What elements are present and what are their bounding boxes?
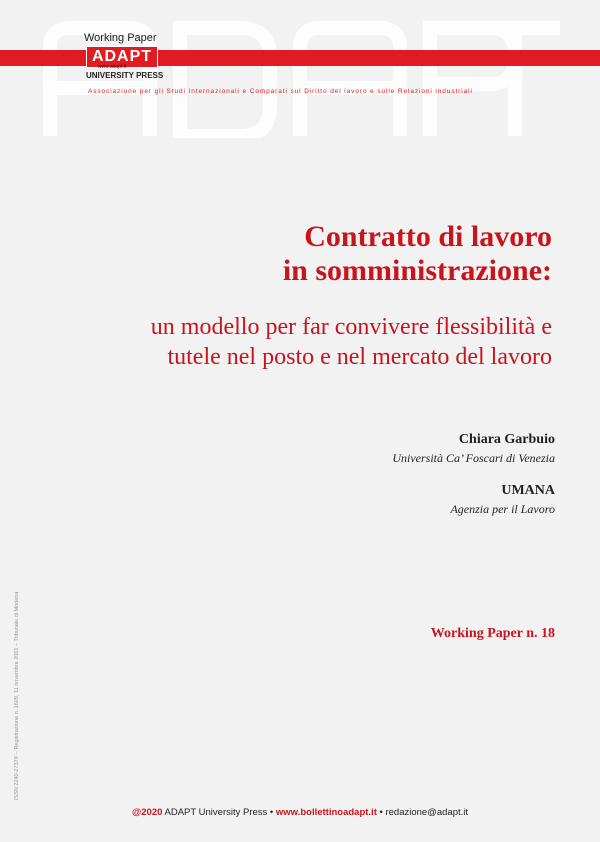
document-title — [283, 220, 552, 288]
footer-separator-2: • — [379, 807, 383, 818]
author-block — [392, 432, 555, 466]
footer — [0, 807, 600, 818]
title-line-2: in somministrazione: — [282, 254, 552, 287]
footer-copyright: @2020 — [131, 807, 163, 818]
subtitle-line-2: tutele nel posto e nel mercato del lavoro — [167, 344, 552, 370]
paper-number: Working Paper n. 18 — [430, 626, 555, 641]
footer-separator-1: • — [269, 807, 274, 818]
subtitle-line-1: un modello per far convivere flessibilità e — [150, 314, 552, 340]
footer-website-link[interactable]: www.bollettinoadapt.it — [275, 807, 377, 818]
organization-block — [450, 483, 555, 517]
logo-url: www.adapt.it — [98, 64, 127, 70]
organization-name: UMANA — [501, 483, 555, 498]
document-subtitle — [52, 312, 552, 372]
author-affiliation: Università Ca’ Foscari di Venezia — [392, 451, 555, 465]
adapt-logo: ADAPT — [86, 46, 158, 68]
issn-registration: ISSN 2240-2737X – Registrazione n. 1609, 11 novembre 2001 – Tribunale di Modena — [14, 591, 20, 800]
footer-email-link[interactable]: redazione@adapt.it — [385, 807, 469, 818]
organization-affiliation: Agenzia per il Lavoro — [450, 502, 555, 516]
footer-publisher: ADAPT University Press — [164, 807, 268, 818]
title-line-1: Contratto di lavoro — [304, 220, 552, 253]
series-label: Working Paper — [84, 32, 157, 44]
author-name: Chiara Garbuio — [458, 432, 555, 447]
association-tagline: Associazione per gli Studi Internazionali e Comparati sul Diritto del lavoro e sulle Relazioni industriali — [88, 88, 473, 95]
press-name: UNIVERSITY PRESS — [86, 71, 164, 80]
